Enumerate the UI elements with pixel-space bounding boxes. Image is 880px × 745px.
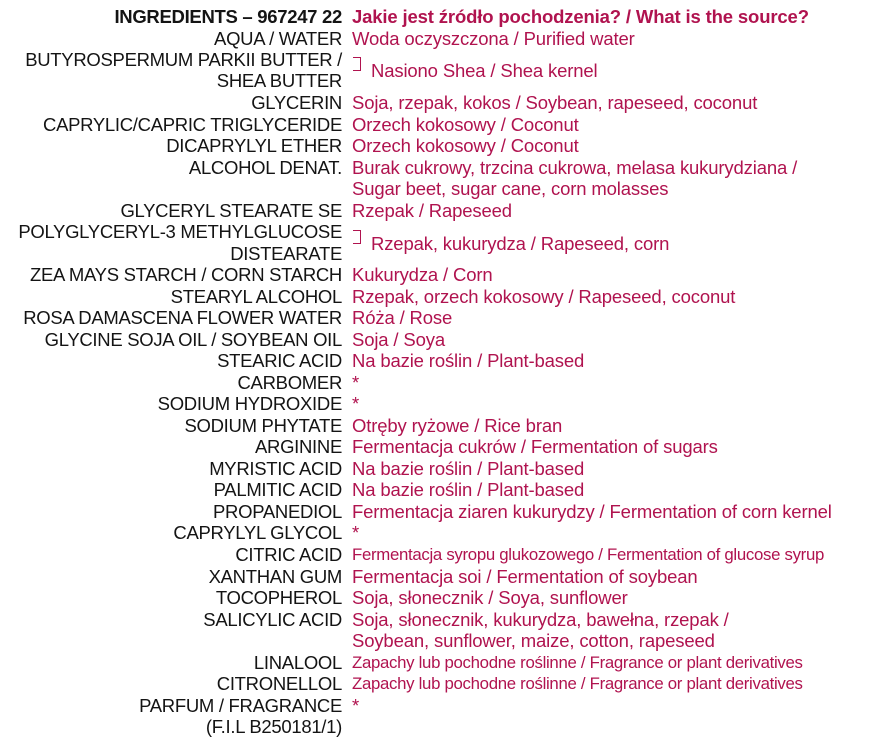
ingredient-row	[0, 157, 880, 179]
ingredient-source: Róża / Rose	[352, 307, 453, 328]
ingredient-row	[0, 501, 880, 523]
ingredient-source: Soja, rzepak, kokos / Soybean, rapeseed, coconut	[352, 92, 758, 113]
ingredient-name: SALICYLIC ACID	[203, 609, 342, 630]
ingredient-row-continuation	[0, 630, 880, 652]
ingredient-name: MYRISTIC ACID	[209, 458, 342, 479]
ingredient-name: BUTYROSPERMUM PARKII BUTTER /	[25, 49, 342, 70]
ingredient-row	[0, 544, 880, 566]
ingredient-source: Rzepak / Rapeseed	[352, 200, 512, 221]
source-question-heading: Jakie jest źródło pochodzenia? / What is the source?	[352, 6, 809, 27]
ingredient-source: *	[352, 393, 360, 414]
ingredient-row	[0, 372, 880, 394]
ingredient-row	[0, 135, 880, 157]
ingredient-row	[0, 329, 880, 351]
ingredient-row	[0, 286, 880, 308]
ingredient-row	[0, 200, 880, 222]
ingredient-name: GLYCERYL STEARATE SE	[120, 200, 342, 221]
ingredient-source: Na bazie roślin / Plant-based	[352, 479, 585, 500]
ingredient-name: ALCOHOL DENAT.	[188, 157, 342, 178]
header-row	[0, 6, 880, 28]
ingredient-source: Fermentacja syropu glukozowego / Fermentation of glucose syrup	[352, 545, 825, 564]
ingredient-name: CITRONELLOL	[216, 673, 342, 694]
ingredient-row	[0, 436, 880, 458]
ingredient-source: Orzech kokosowy / Coconut	[352, 135, 579, 156]
ingredient-source: Orzech kokosowy / Coconut	[352, 114, 579, 135]
ingredient-source: Fermentacja ziaren kukurydzy / Fermentation of corn kernel	[352, 501, 832, 522]
ingredients-heading: INGREDIENTS – 967247 22	[114, 6, 342, 27]
ingredient-name: STEARYL ALCOHOL	[170, 286, 342, 307]
ingredient-source: Na bazie roślin / Plant-based	[352, 458, 585, 479]
ingredient-name: SODIUM PHYTATE	[184, 415, 342, 436]
bracket-mark	[353, 230, 361, 244]
ingredient-row	[0, 264, 880, 286]
batch-code: (F.I.L B250181/1)	[205, 716, 342, 737]
ingredient-source: *	[352, 695, 360, 716]
ingredient-source: Zapachy lub pochodne roślinne / Fragrance or plant derivatives	[352, 674, 803, 693]
ingredient-row	[0, 566, 880, 588]
ingredient-name: CAPRYLYL GLYCOL	[173, 522, 342, 543]
ingredient-row	[0, 522, 880, 544]
ingredient-source: Sugar beet, sugar cane, corn molasses	[352, 178, 669, 199]
footer-row	[0, 716, 880, 738]
ingredient-row-continuation	[0, 178, 880, 200]
ingredient-source: Rzepak, orzech kokosowy / Rapeseed, coconut	[352, 286, 736, 307]
ingredient-name: CAPRYLIC/CAPRIC TRIGLYCERIDE	[43, 114, 342, 135]
ingredient-source: Fermentacja cukrów / Fermentation of sugars	[352, 436, 718, 457]
ingredient-row	[0, 695, 880, 717]
ingredient-row	[0, 307, 880, 329]
ingredient-row	[0, 652, 880, 674]
ingredient-source: Soybean, sunflower, maize, cotton, rapeseed	[352, 630, 715, 651]
ingredient-name: POLYGLYCERYL-3 METHYLGLUCOSE	[18, 221, 342, 242]
ingredient-name: XANTHAN GUM	[208, 566, 342, 587]
ingredient-source: Nasiono Shea / Shea kernel	[371, 60, 598, 81]
ingredient-source: Woda oczyszczona / Purified water	[352, 28, 635, 49]
bracket-mark	[353, 57, 361, 71]
ingredient-row	[0, 393, 880, 415]
ingredient-source: Kukurydza / Corn	[352, 264, 493, 285]
ingredient-name: CITRIC ACID	[235, 544, 342, 565]
ingredient-name: GLYCINE SOJA OIL / SOYBEAN OIL	[44, 329, 342, 350]
ingredient-row	[0, 415, 880, 437]
ingredient-name: TOCOPHEROL	[215, 587, 342, 608]
ingredient-source: *	[352, 522, 360, 543]
ingredient-row	[0, 92, 880, 114]
ingredient-source: Na bazie roślin / Plant-based	[352, 350, 585, 371]
ingredient-name: ARGININE	[254, 436, 342, 457]
ingredient-name: DISTEARATE	[230, 243, 342, 264]
ingredient-source: Soja / Soya	[352, 329, 445, 350]
ingredient-name: PALMITIC ACID	[213, 479, 342, 500]
ingredient-name: DICAPRYLYL ETHER	[166, 135, 342, 156]
ingredient-row	[0, 479, 880, 501]
ingredient-source: Rzepak, kukurydza / Rapeseed, corn	[371, 233, 670, 254]
ingredient-name: AQUA / WATER	[214, 28, 342, 49]
ingredient-source: Burak cukrowy, trzcina cukrowa, melasa kukurydziana /	[352, 157, 798, 178]
ingredient-row	[0, 350, 880, 372]
ingredient-source: Otręby ryżowe / Rice bran	[352, 415, 563, 436]
ingredient-row	[0, 114, 880, 136]
ingredient-row	[0, 458, 880, 480]
ingredient-name: ZEA MAYS STARCH / CORN STARCH	[30, 264, 342, 285]
ingredient-name: PARFUM / FRAGRANCE	[139, 695, 342, 716]
ingredient-name: STEARIC ACID	[217, 350, 342, 371]
ingredient-row	[0, 28, 880, 50]
ingredient-name: SHEA BUTTER	[216, 70, 342, 91]
ingredient-source: Soja, słonecznik, kukurydza, bawełna, rzepak /	[352, 609, 729, 630]
ingredient-row	[0, 609, 880, 631]
ingredient-row	[0, 587, 880, 609]
ingredient-name: LINALOOL	[253, 652, 342, 673]
ingredient-name: SODIUM HYDROXIDE	[157, 393, 342, 414]
ingredient-name: GLYCERIN	[251, 92, 342, 113]
ingredient-source: Fermentacja soi / Fermentation of soybean	[352, 566, 698, 587]
ingredient-source: Zapachy lub pochodne roślinne / Fragrance or plant derivatives	[352, 653, 803, 672]
ingredient-name: ROSA DAMASCENA FLOWER WATER	[23, 307, 342, 328]
ingredient-row	[0, 673, 880, 695]
ingredient-source: Soja, słonecznik / Soya, sunflower	[352, 587, 628, 608]
ingredient-source: *	[352, 372, 360, 393]
ingredient-name: CARBOMER	[237, 372, 342, 393]
ingredient-name: PROPANEDIOL	[213, 501, 342, 522]
